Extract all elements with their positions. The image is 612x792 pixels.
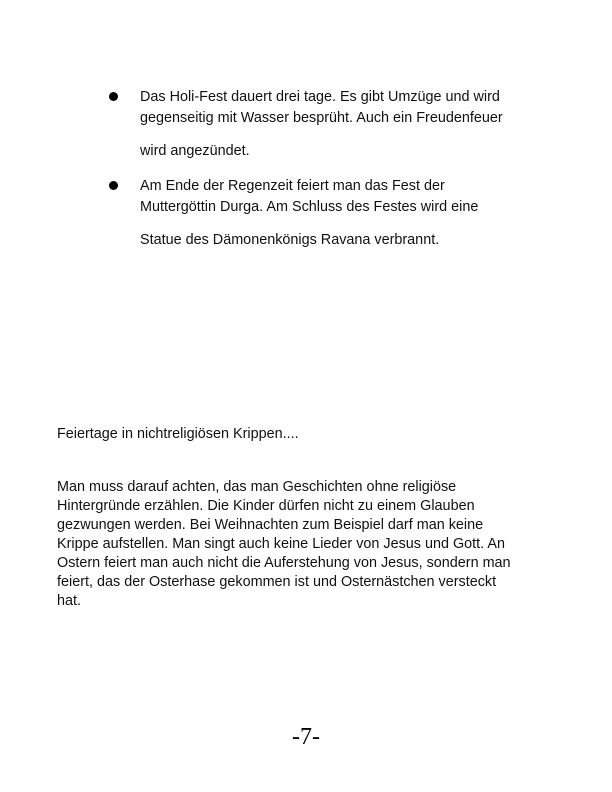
section-heading: Feiertage in nichtreligiösen Krippen.... [57, 426, 299, 442]
bullet-text-line: gegenseitig mit Wasser besprüht. Auch ein Freudenfeuer [140, 110, 503, 126]
bullet-text-line: Am Ende der Regenzeit feiert man das Fest der [140, 178, 445, 194]
bullet-text-line: Das Holi-Fest dauert drei tage. Es gibt Umzüge und wird [140, 89, 500, 105]
bullet-text-line: wird angezündet. [140, 143, 250, 159]
bullet-list [108, 87, 548, 265]
paragraph-line: hat. [57, 593, 82, 609]
bullet-item-durga [108, 176, 548, 251]
bullet-item-holi [108, 87, 548, 162]
bullet-dot-icon [109, 92, 118, 101]
paragraph-line: Ostern feiert man auch nicht die Auferstehung von Jesus, sondern man [57, 555, 511, 571]
paragraph-line: Man muss darauf achten, das man Geschichten ohne religiöse [57, 479, 457, 495]
bullet-dot-icon [109, 181, 118, 190]
paragraph-line: Hintergründe erzählen. Die Kinder dürfen nicht zu einem Glauben [57, 498, 475, 514]
paragraph-line: gezwungen werden. Bei Weihnachten zum Beispiel darf man keine [57, 517, 484, 533]
paragraph-line: Krippe aufstellen. Man singt auch keine Lieder von Jesus und Gott. An [57, 536, 505, 552]
body-paragraph [57, 478, 557, 611]
paragraph-line: feiert, das der Osterhase gekommen ist und Osternästchen versteckt [57, 574, 497, 590]
bullet-text-line: Statue des Dämonenkönigs Ravana verbrannt. [140, 232, 440, 248]
bullet-text-line: Muttergöttin Durga. Am Schluss des Festes wird eine [140, 199, 479, 215]
page-number: -7- [292, 724, 320, 750]
